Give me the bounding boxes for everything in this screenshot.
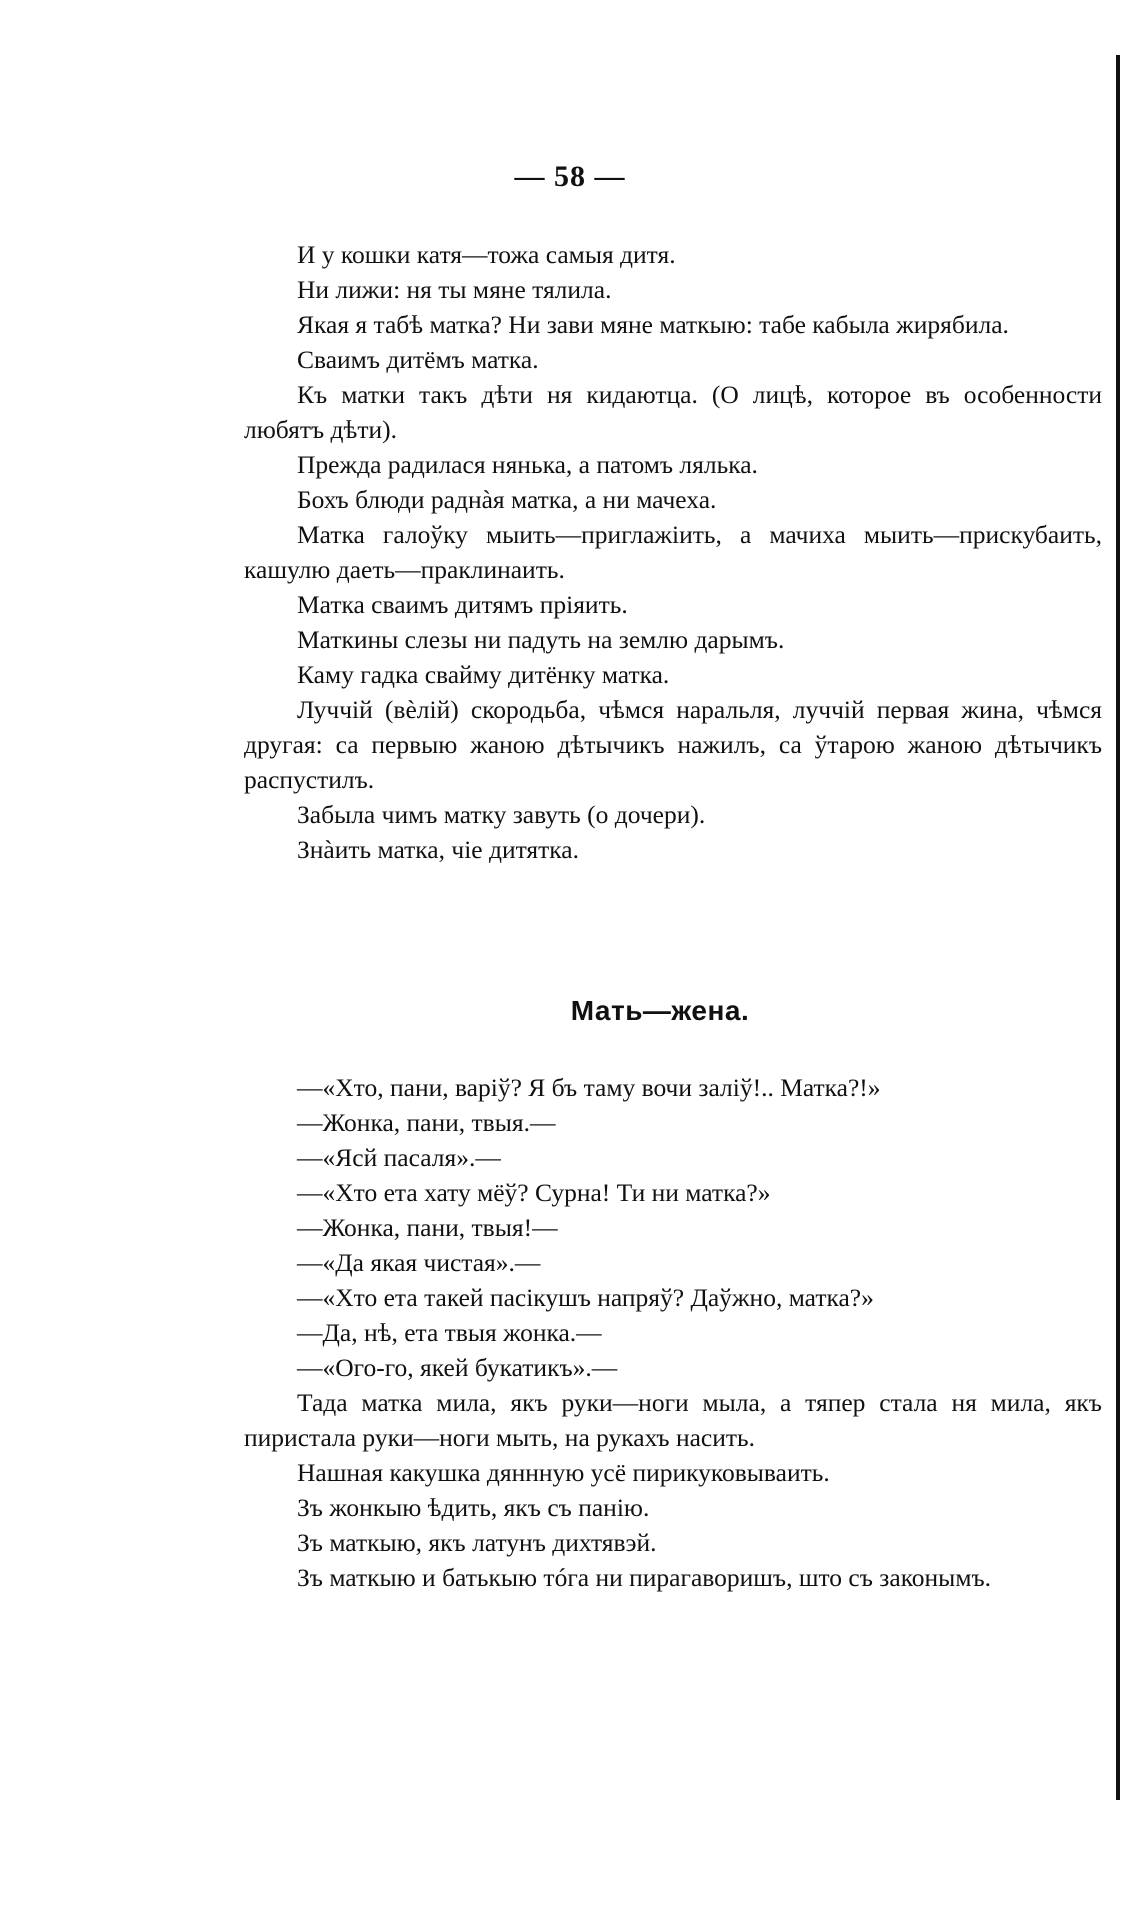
proverb-paragraph: И у кошки катя—тожа самыя дитя. — [297, 240, 676, 269]
page-edge-rule — [1116, 55, 1120, 1800]
proverb-paragraph: Къ матки такъ дѣти ня кидаютца. (О лицѣ, которое въ особенности любятъ дѣти). — [244, 380, 1102, 444]
proverb-paragraph: Знàить матка, чiе дитятка. — [297, 835, 579, 864]
proverb-paragraph: Ни лижи: ня ты мяне тялила. — [297, 275, 612, 304]
proverb-paragraph: Прежда радилася нянька, а патомъ лялька. — [297, 450, 758, 479]
proverb-paragraph: Тада матка мила, якъ руки—ноги мыла, а тяпер стала ня мила, якъ пиристала руки—ноги мыть, на рукахъ насить. — [244, 1388, 1102, 1452]
dialogue-line: —«Хто ета хату мёў? Сурна! Ти ни матка?» — [297, 1178, 771, 1207]
proverb-paragraph: Нашная какушка дяннную усё пирикуковываить. — [297, 1458, 830, 1487]
proverb-paragraph: Забыла чимъ матку завуть (о дочери). — [297, 800, 706, 829]
page-number: — 58 — — [514, 160, 626, 193]
proverb-paragraph: Зъ жонкыю ѣдить, якъ съ панiю. — [297, 1493, 650, 1522]
proverb-paragraph: Каму гадка свайму дитёнку матка. — [297, 660, 670, 689]
dialogue-line: —«Да якая чистая».— — [297, 1248, 541, 1277]
dialogue-line: —Жонка, пани, твыя!— — [297, 1213, 558, 1242]
proverbs-section-mother — [244, 237, 1102, 867]
proverb-paragraph: Якая я табѣ матка? Ни зави мяне маткыю: табе кабыла жирябила. — [297, 310, 1009, 339]
proverb-paragraph: Маткины слезы ни падуть на землю дарымъ. — [297, 625, 785, 654]
dialogue-line: —«Ого-го, якей букатикъ».— — [297, 1353, 618, 1382]
proverb-paragraph: Сваимъ дитёмъ матка. — [297, 345, 539, 374]
dialogue-line: —«Хто ета такей пасiкушъ напряў? Даўжно, матка?» — [297, 1283, 874, 1312]
section-heading: Мать—жена. — [570, 995, 750, 1026]
proverb-paragraph: Бохъ блюди раднàя матка, а ни мачеха. — [297, 485, 717, 514]
dialogue-line: —Да, нѣ, ета твыя жонка.— — [297, 1318, 602, 1347]
proverb-paragraph: Луччiй (вѐлiй) скородьба, чѣмся наральля, луччiй первая жина, чѣмся другая: са первыю жаною дѣтычикъ нажилъ, са ўтарою жаною дѣтычикъ распустилъ. — [244, 695, 1102, 794]
proverb-paragraph: Матка галоўку мыить—приглажiить, а мачиха мыить—прискубаить, кашулю даеть—праклинаить. — [244, 520, 1102, 584]
proverbs-section-mother-wife — [244, 1070, 1102, 1595]
dialogue-line: —Жонка, пани, твыя.— — [297, 1108, 556, 1137]
proverb-paragraph: Зъ маткыю и батькыю тóга ни пирагаворишъ, што съ законымъ. — [297, 1563, 992, 1592]
proverb-paragraph: Матка сваимъ дитямъ прiяить. — [297, 590, 628, 619]
proverb-paragraph: Зъ маткыю, якъ латунъ дихтявэй. — [297, 1528, 657, 1557]
dialogue-line: —«Хто, пани, варiў? Я бъ таму вочи залiў!.. Матка?!» — [297, 1073, 881, 1102]
dialogue-line: —«Ясй пасаля».— — [297, 1143, 501, 1172]
